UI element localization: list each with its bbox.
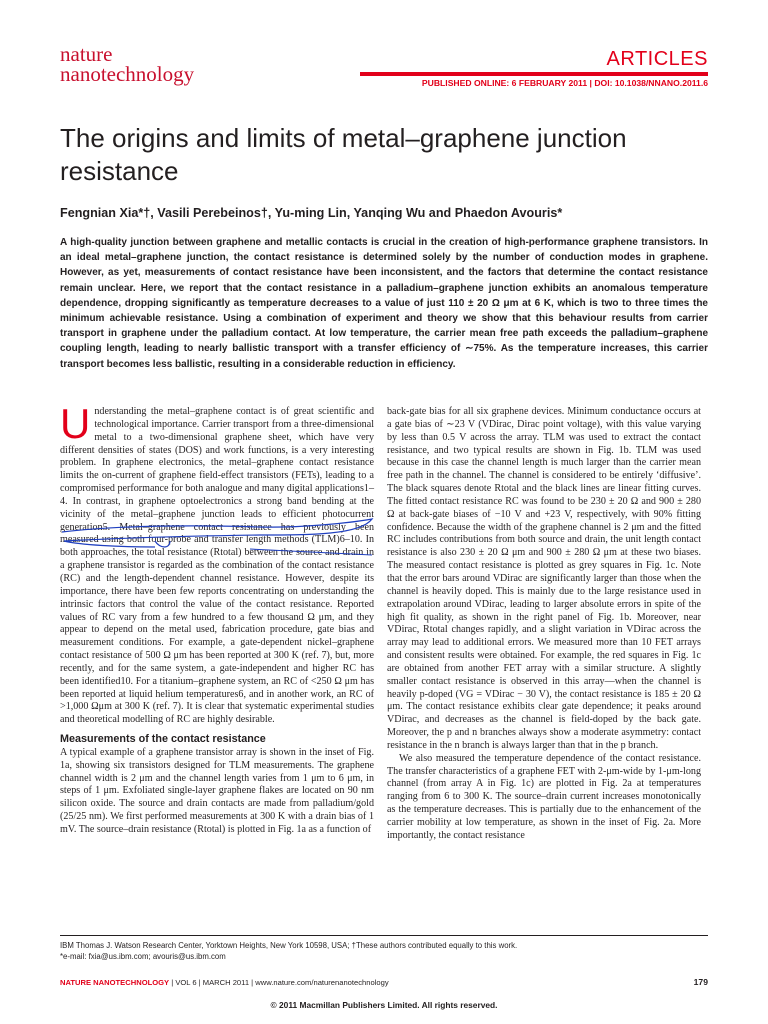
section-heading: Measurements of the contact resistance — [60, 733, 266, 746]
footnote-rule — [60, 935, 708, 936]
affiliation-footnote — [60, 940, 708, 962]
drop-cap: U — [60, 400, 91, 447]
right-paragraph-2: We also measured the temperature dependence of the contact resistance. The transfer characteristics of a graphene FET with 2-μm-wide by 1-μm-long channel (from array A in Fig. 1c) are plotted in Fig. 2a at temperatures ranging from 6 to 300 K. The source–drain current increases monotonically as the temperature decreases. This is partially due to the enhancement of the carrier mobility at low temperature, as shown in the inset of Fig. 2a. More importantly, the contact resistance — [387, 752, 701, 841]
contact-email-line: *e-mail: fxia@us.ibm.com; avouris@us.ibm.com — [60, 952, 226, 961]
journal-logo — [60, 44, 194, 84]
body-column-left — [60, 400, 374, 837]
footer-issue: | VOL 6 | MARCH 2011 | www.nature.com/naturenanotechnology — [169, 978, 389, 987]
header-rule — [360, 72, 708, 76]
footer-journal-name: NATURE NANOTECHNOLOGY — [60, 978, 170, 987]
body-column-right — [387, 406, 701, 843]
right-paragraph-1: back-gate bias for all six graphene devices. Minimum conductance occurs at a gate bias of ∼23 V (VDirac, Dirac point voltage), with this value varying by less than 0.5 V across the array. TLM was used to extract the contact resistance, and two typical results are shown in Fig. 1b. TLM was used because in this case the channel length is much larger than the carrier mean free path in the channel. The channel is considered to be entirely ‘diffusive’. The black squares denote Rtotal and the black lines are linear fitting curves. The fitted contact resistance RC was found to be 230 ± 20 Ω and 900 ± 280 Ω at back-gate biases of −10 V and +23 V, respectively, with 90% fitting confidence. Because the width of the graphene channel is 2 μm and the fitted RC includes contributions from both source and drain, the unit length contact resistance is also 230 ± 20 Ω μm and 900 ± 280 Ω μm at these two biases. The measured contact resistance is plotted as grey squares in Fig. 1c. Note that the error bars around VDirac are significantly larger than those when the channel is heavily doped. This is mainly due to the large resistance used in extrapolation around VDirac, leading to larger absolute errors in spite of the high fit quality, as shown in the right panel of Fig. 1b. Moreover, near VDirac, Rtotal changes rapidly, and a slight variation in VDirac across the array may lead to additional errors. We measured more than 10 FET arrays and consistent results were obtained. For example, the red squares in Fig. 1c are obtained from another FET array with a similar structure. A slightly smaller contact resistance is observed in this array—when the channel is heavily p-doped (VG = VDirac − 30 V), the contact resistance is 185 ± 20 Ω μm. The contact resistance exhibits clear gate dependence; it peaks around VDirac, and decreases as the channel is field-doped by the back gate. Moreover, the p and n branches always show a moderate asymmetry: contact resistance in the n branch is always larger than that in the p branch. — [387, 406, 701, 751]
author-list: Fengnian Xia*†, Vasili Perebeinos†, Yu-ming Lin, Yanqing Wu and Phaedon Avouris* — [60, 206, 563, 220]
logo-line-nanotechnology: nanotechnology — [60, 62, 195, 86]
article-title: The origins and limits of metal–graphene junction resistance — [60, 123, 627, 186]
affiliation-line: IBM Thomas J. Watson Research Center, Yorktown Heights, New York 10598, USA; †These authors contributed equally to this work. — [60, 941, 518, 950]
intro-paragraph — [60, 400, 374, 727]
footer-citation — [60, 978, 389, 987]
logo-line-nature: nature — [60, 42, 113, 66]
page-number: 179 — [693, 977, 708, 987]
publication-info: PUBLISHED ONLINE: 6 FEBRUARY 2011 | DOI: 10.1038/NNANO.2011.6 — [421, 78, 708, 88]
copyright-notice: © 2011 Macmillan Publishers Limited. All rights reserved. — [270, 1000, 498, 1010]
abstract: A high-quality junction between graphene and metallic contacts is crucial in the creation of high-performance graphene transistors. In an ideal metal–graphene junction, the contact resistance is determined solely by the number of conduction modes in graphene. However, as yet, measurements of contact resistance have been inconsistent, and the factors that determine the contact resistance remain unclear. Here, we report that the contact resistance in a palladium–graphene junction exhibits an anomalous temperature dependence, dropping significantly as temperature decreases to a value of just 110 ± 20 Ω μm at 6 K, which is two to three times the minimum achievable resistance. Using a combination of experiment and theory we show that this behaviour results from carrier transport in graphene under the palladium contact. At low temperature, the carrier mean free path exceeds the palladium–graphene coupling length, leading to nearly ballistic transport with a transfer efficiency of ∼75%. As the temperature increases, this carrier transport becomes less ballistic, resulting in a considerable reduction in efficiency. — [60, 237, 708, 370]
article-type-label: ARTICLES — [606, 48, 708, 70]
section-paragraph: A typical example of a graphene transistor array is shown in the inset of Fig. 1a, showing six transistors designed for TLM measurements. The graphene channel width is 2 μm and the channel length varies from 1 μm to 6 μm, in steps of 1 μm. Exfoliated single-layer graphene flakes are located on 90 nm silicon oxide. The source and drain contacts are made from palladium/gold (25/25 nm). We first performed measurements at 300 K with a drain bias of 1 mV. The source–drain resistance (Rtotal) is plotted in Fig. 1a as a function of — [60, 746, 374, 835]
intro-text: nderstanding the metal–graphene contact is of great scientific and technological importance. Carrier transport from a three-dimensional metal to a two-dimensional graphene sheet, which have very different densities of states (DOS) and work functions, is a very interesting problem. In graphene electronics, the metal–graphene contact resistance limits the on-current of graphene field-effect transistors (FETs), leading to a compromised performance for both analogue and many digital applications1–4. In contrast, in graphene optoelectronics a strong band bending at the vicinity of the metal–graphene junction leads to efficient photocurrent generation5. Metal–graphene contact resistance has previously been measured using both four-probe and transfer length methods (TLM)6–10. In both approaches, the total resistance (Rtotal) between the source and drain in a graphene transistor is regarded as the combination of the contact resistance (RC) and the length-dependent channel resistance. However, despite its importance, there have been few reports concentrating on understanding the intrinsic factors that control the value of the contact resistance. Reported values of RC vary from a few hundred to a few thousand Ω μm, and they appear to depend on the metal used, fabrication procedure, gate bias and measurement conditions. For example, a gate-dependent nickel–graphene contact resistance of 500 Ω μm has been reported at 300 K (ref. 7), but, more recently, and for the same system, a gate-independent and higher RC has been identified10. For a titanium–graphene system, an RC of <250 Ω μm has been reported at liquid helium temperatures6, and in another work, an RC of >1,000 Ωμm at 300 K (ref. 7). It is clear that systematic experimental studies and theoretical modelling of RC are highly desirable. — [60, 406, 374, 726]
